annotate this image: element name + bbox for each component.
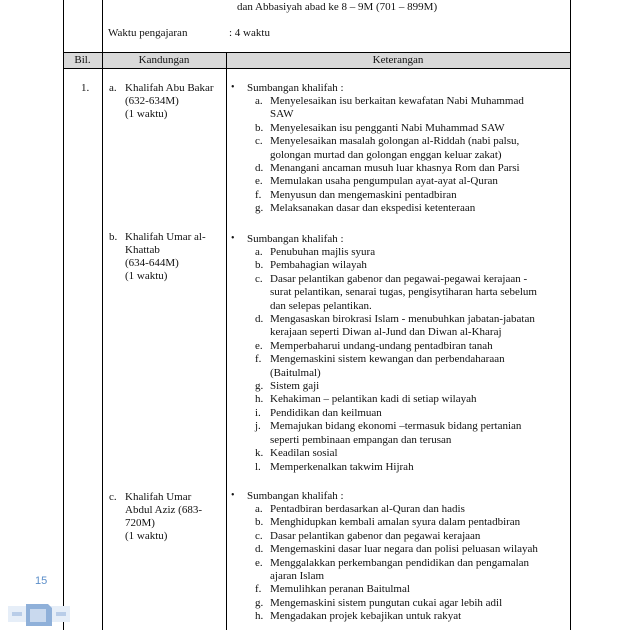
list-item-text: golongan murtad dan golongan enggan keluar zakat) bbox=[270, 148, 502, 161]
list-item-marker: h. bbox=[255, 393, 264, 406]
kandungan-marker: a. bbox=[109, 82, 117, 94]
list-item-text: Menggalakkan perkembangan pendidikan dan pengamalan bbox=[270, 556, 530, 569]
list-item-marker: g. bbox=[255, 596, 264, 609]
list-item-marker: d. bbox=[255, 313, 264, 326]
list-item-marker: l. bbox=[255, 460, 261, 473]
list-item-text: seperti pembinaan empangan dan terusan bbox=[270, 433, 452, 446]
bullet-icon: • bbox=[231, 490, 235, 501]
list-item-text: Pembahagian wilayah bbox=[270, 259, 367, 272]
bullet-icon: • bbox=[231, 82, 235, 93]
document-logo-icon bbox=[8, 600, 70, 628]
waktu-value: : 4 waktu bbox=[229, 27, 270, 39]
list-item-marker: c. bbox=[255, 272, 263, 285]
list-item bbox=[255, 202, 567, 215]
header-bil: Bil. bbox=[74, 54, 91, 66]
list-item bbox=[255, 516, 567, 529]
waktu-label: Waktu pengajaran bbox=[108, 27, 188, 39]
kandungan-title-cont: Khattab bbox=[125, 244, 160, 256]
table-header-top-rule bbox=[63, 52, 571, 53]
list-item bbox=[255, 530, 567, 543]
list-item-marker: a. bbox=[255, 246, 263, 258]
list-item-text: Memperkenalkan takwim Hijrah bbox=[270, 460, 414, 473]
tajuk-line: dan Abbasiyah abad ke 8 – 9M (701 – 899M) bbox=[237, 1, 438, 13]
kandungan-waktu: (1 waktu) bbox=[125, 530, 168, 542]
list-item bbox=[255, 273, 567, 313]
list-item-text: Kehakiman – pelantikan kadi di setiap wilayah bbox=[270, 393, 477, 406]
kandungan-waktu: (1 waktu) bbox=[125, 108, 168, 120]
sumbangan-heading: Sumbangan khalifah : bbox=[247, 490, 344, 502]
list-item bbox=[255, 313, 567, 340]
kandungan-marker: b. bbox=[109, 231, 118, 243]
list-item-text: Mengemaskini dasar luar negara dan polisi peluasan wilayah bbox=[270, 543, 538, 556]
list-item-text: dan selepas pelantikan. bbox=[270, 299, 372, 312]
kandungan-years: (632-634M) bbox=[125, 95, 179, 107]
list-item-marker: a. bbox=[255, 503, 263, 515]
list-item-marker: g. bbox=[255, 380, 264, 393]
sumbangan-list bbox=[255, 246, 567, 474]
list-item bbox=[255, 175, 567, 188]
list-item bbox=[255, 461, 567, 474]
list-item-marker: f. bbox=[255, 353, 262, 366]
list-item bbox=[255, 407, 567, 420]
list-item bbox=[255, 543, 567, 556]
list-item-marker: h. bbox=[255, 610, 264, 623]
list-item-marker: f. bbox=[255, 583, 262, 596]
list-item bbox=[255, 447, 567, 460]
list-item-text: Pentadbiran berdasarkan al-Quran dan hadis bbox=[270, 503, 465, 515]
list-item bbox=[255, 503, 567, 516]
list-item-marker: b. bbox=[255, 121, 264, 134]
list-item bbox=[255, 420, 567, 447]
header-kandungan: Kandungan bbox=[138, 54, 190, 66]
kandungan-years-cont: 720M) bbox=[125, 517, 155, 529]
list-item bbox=[255, 95, 567, 122]
sumbangan-list bbox=[255, 503, 567, 624]
list-item-text: Sistem gaji bbox=[270, 380, 320, 393]
list-item-text: Memajukan bidang ekonomi –termasuk bidang pertanian bbox=[270, 420, 522, 433]
row-number: 1. bbox=[81, 82, 90, 94]
list-item-text: Memulihkan peranan Baitulmal bbox=[270, 583, 410, 596]
list-item bbox=[255, 162, 567, 175]
list-item bbox=[255, 610, 567, 623]
list-item bbox=[255, 393, 567, 406]
list-item-text: Menangani ancaman musuh luar khasnya Rom dan Parsi bbox=[270, 162, 520, 175]
list-item-text: Menyelesaikan isu pengganti Nabi Muhammad SAW bbox=[270, 121, 505, 134]
list-item-marker: a. bbox=[255, 95, 263, 107]
kandungan-title: Khalifah Umar al- bbox=[125, 231, 206, 243]
list-item-text: SAW bbox=[270, 108, 294, 121]
table-border-right bbox=[570, 0, 571, 630]
list-item-text: Mengemaskini sistem kewangan dan perbendaharaan bbox=[270, 353, 505, 366]
list-item-text: Mengasaskan birokrasi Islam - menubuhkan jabatan-jabatan bbox=[270, 313, 535, 326]
list-item-marker: c. bbox=[255, 135, 263, 148]
list-item-marker: k. bbox=[255, 447, 264, 460]
kandungan-column-divider bbox=[226, 53, 227, 630]
list-item-text: surat pelantikan, senarai tugas, pengisytiharan harta sebelum bbox=[270, 286, 537, 299]
list-item-text: Penubuhan majlis syura bbox=[270, 246, 376, 258]
list-item-text: Menghidupkan kembali amalan syura dalam pentadbiran bbox=[270, 516, 521, 529]
sumbangan-heading: Sumbangan khalifah : bbox=[247, 233, 344, 245]
list-item-marker: f. bbox=[255, 188, 262, 201]
list-item bbox=[255, 583, 567, 596]
list-item-text: Pendidikan dan keilmuan bbox=[270, 406, 382, 419]
sumbangan-list bbox=[255, 95, 567, 216]
list-item bbox=[255, 135, 567, 162]
kandungan-marker: c. bbox=[109, 491, 117, 503]
list-item-text: Mengemaskini sistem pungutan cukai agar lebih adil bbox=[270, 596, 503, 609]
list-item bbox=[255, 557, 567, 584]
list-item bbox=[255, 246, 567, 259]
list-item-marker: i. bbox=[255, 406, 261, 419]
sumbangan-heading: Sumbangan khalifah : bbox=[247, 82, 344, 94]
list-item-marker: g. bbox=[255, 202, 264, 215]
list-item-text: Melaksanakan dasar dan ekspedisi ketenteraan bbox=[270, 202, 476, 215]
kandungan-title-cont: Abdul Aziz (683- bbox=[125, 504, 202, 516]
list-item-text: Dasar pelantikan gabenor dan pegawai kerajaan bbox=[270, 529, 481, 542]
list-item bbox=[255, 122, 567, 135]
list-item-text: Keadilan sosial bbox=[270, 447, 338, 460]
kandungan-waktu: (1 waktu) bbox=[125, 270, 168, 282]
list-item bbox=[255, 259, 567, 272]
list-item-marker: j. bbox=[255, 420, 261, 433]
list-item-marker: b. bbox=[255, 259, 264, 272]
list-item-text: Memperbaharui undang-undang pentadbiran tanah bbox=[270, 339, 493, 352]
list-item-marker: d. bbox=[255, 162, 264, 175]
kandungan-title: Khalifah Abu Bakar bbox=[125, 82, 214, 94]
bil-column-divider bbox=[102, 0, 103, 630]
header-keterangan: Keterangan bbox=[372, 54, 424, 66]
kandungan-years: (634-644M) bbox=[125, 257, 179, 269]
list-item-marker: e. bbox=[255, 339, 263, 352]
list-item-text: Menyelesaikan isu berkaitan kewafatan Nabi Muhammad bbox=[270, 95, 524, 107]
kandungan-title: Khalifah Umar bbox=[125, 491, 192, 503]
list-item-marker: c. bbox=[255, 529, 263, 542]
list-item-text: kerajaan seperti Diwan al-Jund dan Diwan al-Kharaj bbox=[270, 326, 502, 339]
bullet-icon: • bbox=[231, 233, 235, 244]
list-item-text: Menyelesaikan masalah golongan al-Riddah (nabi palsu, bbox=[270, 135, 520, 148]
list-item-marker: e. bbox=[255, 556, 263, 569]
list-item-text: Dasar pelantikan gabenor dan pegawai-pegawai kerajaan - bbox=[270, 272, 528, 285]
list-item bbox=[255, 189, 567, 202]
list-item-text: Menyusun dan mengemaskini pentadbiran bbox=[270, 188, 457, 201]
list-item bbox=[255, 353, 567, 380]
list-item-text: Mengadakan projek kebajikan untuk rakyat bbox=[270, 610, 462, 623]
table-border-left bbox=[63, 0, 64, 630]
list-item-text: ajaran Islam bbox=[270, 570, 325, 583]
page-number: 15 bbox=[35, 575, 48, 587]
list-item-text: (Baitulmal) bbox=[270, 366, 321, 379]
list-item bbox=[255, 597, 567, 610]
table-header-bottom-rule bbox=[63, 68, 571, 69]
list-item-marker: e. bbox=[255, 175, 263, 188]
list-item-marker: b. bbox=[255, 516, 264, 529]
list-item-marker: d. bbox=[255, 543, 264, 556]
list-item-text: Memulakan usaha pengumpulan ayat-ayat al-Quran bbox=[270, 175, 498, 188]
list-item bbox=[255, 340, 567, 353]
list-item bbox=[255, 380, 567, 393]
